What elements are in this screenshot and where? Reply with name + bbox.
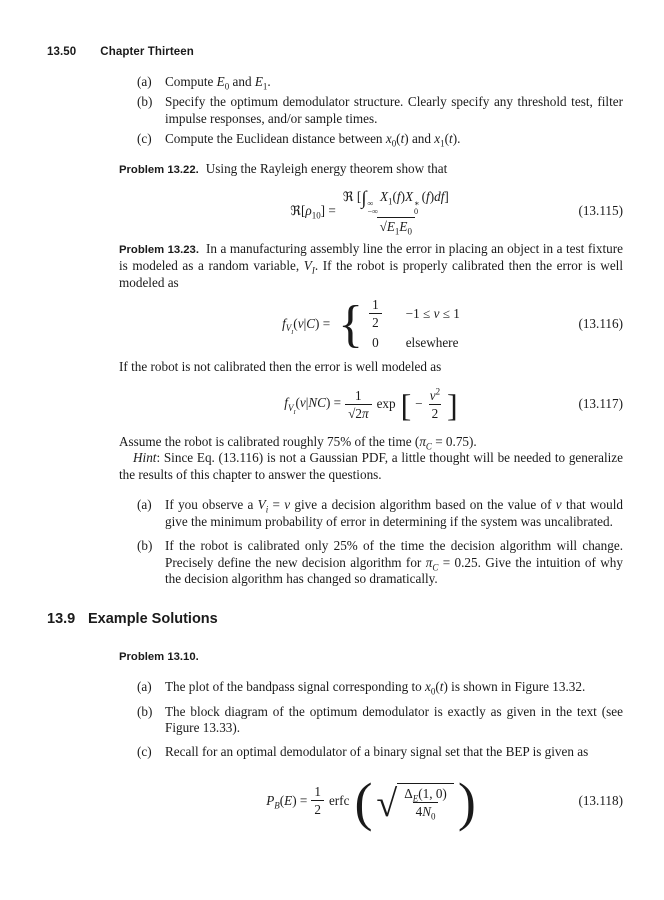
list-item-marker: (c) bbox=[137, 131, 152, 147]
list-item-text: Compute $E_0$ and $E_1$. bbox=[165, 74, 271, 92]
list-item bbox=[119, 538, 623, 587]
problem-parts-list-top bbox=[119, 74, 623, 148]
problem-13-23 bbox=[119, 241, 623, 291]
cases-grid bbox=[369, 297, 460, 351]
fraction-denominator: $√E_1E_0$ bbox=[377, 217, 415, 234]
list-item-marker: (a) bbox=[137, 679, 152, 695]
list-item-text: If the robot is calibrated only 25% of the time the decision algorithm will change. Precisely define the new decision algorithm for $\pi_C = 0.25$. Give the intuition of why the decision algorithm has changed so dramatically. bbox=[165, 538, 623, 586]
fraction-numerator: $v^2$ bbox=[429, 386, 441, 403]
list-item bbox=[119, 744, 623, 760]
fraction bbox=[427, 388, 443, 421]
equation-lhs: $ℜ[\rho_{10}]$ = bbox=[290, 202, 336, 221]
exp-function-label: exp bbox=[376, 395, 396, 411]
fraction-denominator: √2π bbox=[345, 404, 371, 421]
case-condition: −1 ≤ v ≤ 1 bbox=[405, 305, 460, 321]
list-item-text: Specify the optimum demodulator structure. Clearly specify any threshold test, filter impulse responses, and/or sample times. bbox=[165, 94, 623, 126]
equation-number: (13.116) bbox=[578, 316, 623, 332]
section-heading bbox=[47, 611, 623, 627]
list-item-text: Compute the Euclidean distance between $x_0(t)$ and $x_1(t)$. bbox=[165, 131, 461, 149]
fraction-denominator: 2 bbox=[429, 404, 442, 421]
problem-13-10 bbox=[119, 648, 623, 665]
list-item bbox=[119, 74, 623, 90]
list-item bbox=[119, 679, 623, 695]
problem-13-22 bbox=[119, 161, 623, 178]
equation-13-116 bbox=[119, 296, 623, 354]
list-item-marker: (b) bbox=[137, 94, 153, 110]
section-title: Example Solutions bbox=[88, 611, 218, 628]
problem-label: Problem 13.22. bbox=[119, 163, 199, 176]
equation-body: $f_{V_I}(v|NC)$ = $\frac{1}{√2\pi}$ exp [ − $\frac{v^2}{2}$ ] bbox=[284, 386, 458, 424]
fraction-denominator: $4N_0$ bbox=[413, 802, 439, 819]
fraction-denominator: 2 bbox=[311, 800, 324, 817]
equation-body: $f_{V_I}(v|C)$ = { $\frac{1}{2}$ −1 ≤ v ≤ 1 0 elsewhere bbox=[282, 296, 460, 354]
fraction-numerator: $\Delta_E(1$, 0) bbox=[404, 785, 447, 804]
erfc-function-label: erfc bbox=[328, 792, 350, 808]
list-item bbox=[119, 131, 623, 147]
fraction-numerator: 1 bbox=[355, 387, 362, 403]
case-condition: elsewhere bbox=[405, 335, 459, 351]
equation-body bbox=[290, 187, 452, 237]
list-item bbox=[119, 497, 623, 530]
equation-13-117 bbox=[119, 381, 623, 427]
equation-lhs: $P_B(E)$ = bbox=[266, 792, 308, 811]
equation-13-115 bbox=[119, 187, 623, 237]
list-item-marker: (c) bbox=[137, 744, 152, 760]
fraction bbox=[311, 784, 324, 817]
page-body bbox=[47, 74, 624, 833]
equation-lhs: $f_{V_I}(v|NC)$ = bbox=[284, 395, 342, 416]
equation-body: $P_B(E)$ = $\frac{1}{2}$ erfc ( √ $\frac{\Delta_E(1, 0)}{4N_0}$ ) bbox=[266, 771, 476, 832]
fraction-numerator: ℜ [∫ ∞ −∞ $X_1(f)X$ ∗ 0 (f)df] bbox=[342, 187, 449, 216]
chapter-title: Chapter Thirteen bbox=[100, 46, 194, 58]
fraction-denominator: 2 bbox=[369, 313, 382, 330]
case-value-fraction bbox=[369, 297, 382, 330]
equation-number: (13.115) bbox=[578, 202, 623, 218]
list-item-text: Recall for an optimal demodulator of a binary signal set that the BEP is given as bbox=[165, 744, 589, 760]
paragraph-assume: Assume the robot is calibrated roughly 75% of the time $(\pi_C = 0.75)$. bbox=[119, 434, 477, 452]
fraction-numerator: 1 bbox=[372, 297, 379, 313]
page-number: 13.50 bbox=[47, 46, 77, 58]
page-header bbox=[47, 46, 194, 58]
list-item-marker: (b) bbox=[137, 703, 153, 719]
minus-sign: − bbox=[415, 395, 423, 411]
equation-13-118 bbox=[119, 769, 623, 833]
paragraph-not-calibrated: If the robot is not calibrated then the error is well modeled as bbox=[119, 358, 442, 374]
solution-parts-list-13-10 bbox=[119, 679, 623, 761]
list-item-marker: (a) bbox=[137, 497, 152, 513]
problem-label: Problem 13.10. bbox=[119, 650, 199, 663]
equation-lhs: $f_{V_I}(v|C)$ = bbox=[282, 315, 331, 337]
fraction bbox=[340, 187, 452, 237]
list-item-marker: (a) bbox=[137, 74, 152, 89]
problem-statement: Using the Rayleigh energy theorem show that bbox=[205, 160, 448, 176]
list-item-text: If you observe a $V_i = v$ give a decision algorithm based on the value of v that would give the minimum probability of error in determining if the system was uncalibrated. bbox=[165, 497, 623, 529]
list-item-marker: (b) bbox=[137, 538, 153, 554]
problem-label: Problem 13.23. bbox=[119, 244, 199, 257]
radicand bbox=[397, 783, 454, 822]
fraction bbox=[345, 388, 371, 421]
equation-number: (13.117) bbox=[578, 395, 623, 411]
fraction bbox=[401, 785, 450, 822]
paragraph-hint: Hint: Since Eq. (13.116) is not a Gaussian PDF, a little thought will be needed to generalize the results of this chapter to answer the questions. bbox=[119, 450, 623, 482]
list-item bbox=[119, 704, 623, 737]
fraction-numerator: 1 bbox=[314, 784, 321, 800]
list-item-text: The plot of the bandpass signal corresponding to $x_0(t)$ is shown in Figure 13.32. bbox=[165, 679, 586, 697]
case-value: 0 bbox=[372, 335, 379, 351]
section-number: 13.9 bbox=[47, 611, 76, 628]
problem-parts-list-13-23 bbox=[119, 497, 623, 587]
list-item bbox=[119, 94, 623, 127]
equation-number: (13.118) bbox=[578, 792, 623, 808]
problem-statement: In a manufacturing assembly line the error in placing an object in a test fixture is modeled as a random variable, $V_I$. If the robot is properly calibrated then the error is well modeled as bbox=[119, 241, 624, 290]
list-item-text: The block diagram of the optimum demodulator is exactly as given in the text (see Figure 13.33). bbox=[165, 703, 623, 735]
